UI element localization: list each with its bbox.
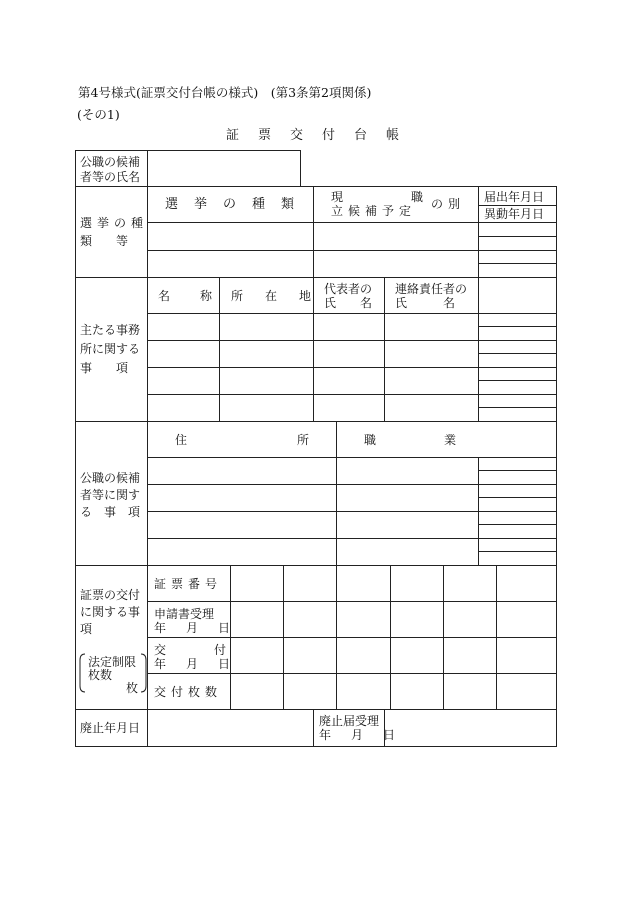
office-col-representative-1: 代表者の bbox=[324, 282, 373, 296]
office-col-contact-1: 連絡責任者の bbox=[395, 282, 468, 296]
limit-label-1: 法定制限 bbox=[88, 655, 137, 669]
office-col-contact-2: 氏 名 bbox=[395, 296, 456, 310]
election-label-2: 類 等 bbox=[80, 234, 129, 248]
abolition-label: 廃止年月日 bbox=[80, 721, 141, 735]
form-caption: 第4号様式(証票交付台帳の様式) (第3条第2項関係) bbox=[78, 85, 372, 100]
issuance-row-issue-right: 付 bbox=[214, 643, 227, 657]
election-col-status-prospective: 立候補予定 bbox=[331, 204, 417, 218]
candidate-label-2: 者等に関す bbox=[80, 488, 141, 502]
issuance-row-issue-left: 交 bbox=[154, 643, 167, 657]
election-col-status-current: 現 bbox=[331, 190, 344, 204]
office-col-name: 名 称 bbox=[158, 289, 222, 303]
issuance-label-1: 証票の交付 bbox=[80, 588, 141, 602]
election-label-1: 選挙の種 bbox=[80, 216, 149, 230]
office-label-3: 事 項 bbox=[80, 361, 129, 375]
issuance-row-application-1: 申請書受理 bbox=[154, 607, 215, 621]
office-label-2: 所に関する bbox=[80, 342, 141, 356]
candidate-label-1: 公職の候補 bbox=[80, 471, 141, 485]
candidate-name-label-2: 者等の氏名 bbox=[80, 170, 141, 184]
issuance-row-application-2: 年 月 日 bbox=[154, 621, 235, 635]
limit-label-3: 枚 bbox=[126, 681, 139, 695]
page-title: 証票交付台帳 bbox=[226, 128, 419, 143]
office-label-1: 主たる事務 bbox=[80, 323, 141, 337]
election-col-status-suffix: の別 bbox=[431, 197, 466, 211]
issuance-label-3: 項 bbox=[80, 622, 93, 636]
limit-label-2: 枚数 bbox=[88, 668, 113, 682]
election-col-type: 選挙の種類 bbox=[165, 197, 311, 212]
office-col-representative-2: 氏 名 bbox=[324, 296, 373, 310]
issuance-label-2: に関する事 bbox=[80, 605, 141, 619]
election-date-filed: 届出年月日 bbox=[484, 190, 545, 204]
issuance-row-count: 交付枚数 bbox=[154, 685, 223, 699]
candidate-col-job: 職 業 bbox=[364, 433, 465, 447]
election-date-changed: 異動年月日 bbox=[484, 207, 545, 221]
candidate-col-address-right: 所 bbox=[297, 433, 310, 447]
issuance-row-issue-2: 年 月 日 bbox=[154, 657, 235, 671]
office-col-location: 所 在 地 bbox=[231, 289, 317, 303]
candidate-name-label-1: 公職の候補 bbox=[80, 155, 141, 169]
issuance-row-number: 証票番号 bbox=[154, 577, 223, 591]
form-part: (その1) bbox=[77, 107, 120, 122]
candidate-label-3: る 事 項 bbox=[80, 505, 141, 519]
candidate-col-address-left: 住 bbox=[175, 433, 188, 447]
election-col-status-office: 職 bbox=[411, 190, 424, 204]
abolition-notice-1: 廃止届受理 bbox=[319, 714, 380, 728]
abolition-notice-2: 年 月 日 bbox=[319, 728, 400, 742]
